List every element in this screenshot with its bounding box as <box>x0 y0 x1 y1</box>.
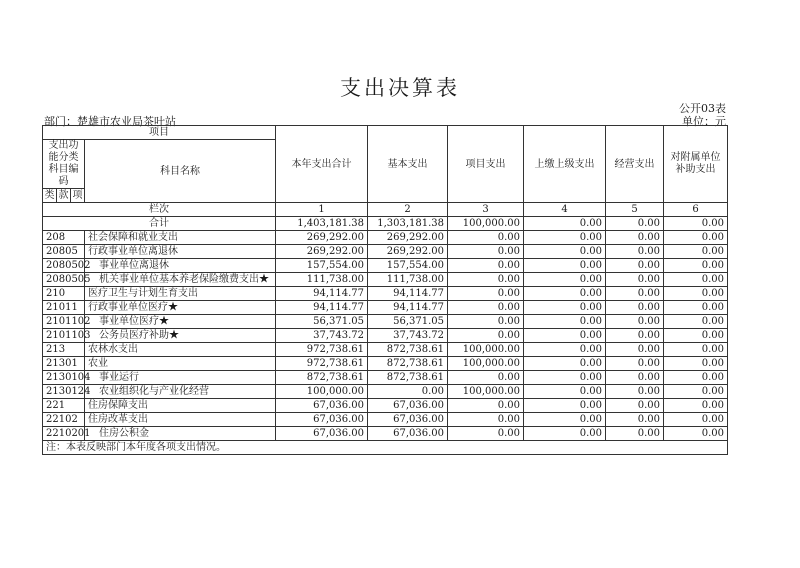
amount-cell: 0.00 <box>524 385 606 399</box>
amount-cell: 67,036.00 <box>276 413 368 427</box>
amount-cell: 0.00 <box>664 315 728 329</box>
amount-cell: 0.00 <box>606 245 664 259</box>
lei-header: 类 <box>44 190 55 201</box>
amount-cell: 0.00 <box>606 329 664 343</box>
amount-cell: 100,000.00 <box>448 343 524 357</box>
col-header-6: 对附属单位补助支出 <box>664 126 728 203</box>
table-row <box>43 399 728 413</box>
total-value: 1,403,181.38 <box>276 217 368 231</box>
subject-name: 机关事业单位基本养老保险缴费支出★ <box>85 273 276 287</box>
amount-cell: 0.00 <box>664 245 728 259</box>
total-value: 0.00 <box>606 217 664 231</box>
subject-name: 行政事业单位医疗★ <box>85 301 276 315</box>
total-value: 0.00 <box>664 217 728 231</box>
amount-cell: 0.00 <box>524 273 606 287</box>
amount-cell: 0.00 <box>664 301 728 315</box>
amount-cell: 0.00 <box>664 259 728 273</box>
amount-cell: 0.00 <box>524 287 606 301</box>
subject-name: 事业单位离退休 <box>85 259 276 273</box>
unit-label: 单位：元 <box>682 115 726 128</box>
total-row <box>43 217 728 231</box>
subject-code: 2210201 <box>43 427 85 441</box>
amount-cell: 0.00 <box>448 315 524 329</box>
amount-cell: 0.00 <box>664 231 728 245</box>
amount-cell: 0.00 <box>448 231 524 245</box>
amount-cell: 0.00 <box>664 371 728 385</box>
amount-cell: 0.00 <box>524 357 606 371</box>
subject-name: 住房保障支出 <box>85 399 276 413</box>
subject-code: 20805 <box>43 245 85 259</box>
subject-code: 221 <box>43 399 85 413</box>
col-header-4: 上缴上级支出 <box>524 126 606 203</box>
amount-cell: 0.00 <box>664 357 728 371</box>
total-value: 100,000.00 <box>448 217 524 231</box>
subject-code: 213 <box>43 343 85 357</box>
amount-cell: 0.00 <box>606 315 664 329</box>
code-header: 支出功能分类科目编码 <box>43 140 85 189</box>
amount-cell: 0.00 <box>606 273 664 287</box>
name-header: 科目名称 <box>85 140 276 203</box>
col-header-1: 本年支出合计 <box>276 126 368 203</box>
amount-cell: 0.00 <box>448 371 524 385</box>
table-row <box>43 343 728 357</box>
amount-cell: 0.00 <box>524 371 606 385</box>
amount-cell: 56,371.05 <box>368 315 448 329</box>
col-number: 5 <box>606 203 664 217</box>
subject-code: 210 <box>43 287 85 301</box>
amount-cell: 0.00 <box>664 427 728 441</box>
subject-code: 2080505 <box>43 273 85 287</box>
amount-cell: 0.00 <box>606 399 664 413</box>
amount-cell: 0.00 <box>448 413 524 427</box>
header-row-1 <box>43 126 728 140</box>
col-header-3: 项目支出 <box>448 126 524 203</box>
xiang-header: 项 <box>72 190 83 201</box>
total-value: 0.00 <box>524 217 606 231</box>
subject-code: 2130124 <box>43 385 85 399</box>
amount-cell: 0.00 <box>524 329 606 343</box>
amount-cell: 872,738.61 <box>368 371 448 385</box>
amount-cell: 269,292.00 <box>276 245 368 259</box>
table-row <box>43 301 728 315</box>
amount-cell: 0.00 <box>448 245 524 259</box>
amount-cell: 0.00 <box>664 343 728 357</box>
amount-cell: 269,292.00 <box>368 231 448 245</box>
amount-cell: 0.00 <box>368 385 448 399</box>
amount-cell: 0.00 <box>606 357 664 371</box>
table-row <box>43 427 728 441</box>
table-note: 注：本表反映部门本年度各项支出情况。 <box>43 441 728 455</box>
amount-cell: 269,292.00 <box>368 245 448 259</box>
amount-cell: 0.00 <box>606 343 664 357</box>
amount-cell: 100,000.00 <box>448 385 524 399</box>
table-row <box>43 315 728 329</box>
amount-cell: 94,114.77 <box>368 301 448 315</box>
table-row <box>43 329 728 343</box>
amount-cell: 0.00 <box>606 413 664 427</box>
subject-name: 农业组织化与产业化经营 <box>85 385 276 399</box>
subject-code: 2130104 <box>43 371 85 385</box>
kuan-header: 款 <box>58 190 69 201</box>
amount-cell: 0.00 <box>448 287 524 301</box>
amount-cell: 0.00 <box>524 301 606 315</box>
amount-cell: 0.00 <box>524 399 606 413</box>
table-row <box>43 231 728 245</box>
amount-cell: 0.00 <box>606 301 664 315</box>
col-number: 2 <box>368 203 448 217</box>
amount-cell: 0.00 <box>448 259 524 273</box>
subject-name: 事业单位医疗★ <box>85 315 276 329</box>
amount-cell: 972,738.61 <box>276 343 368 357</box>
table-row <box>43 287 728 301</box>
amount-cell: 0.00 <box>448 399 524 413</box>
note-row <box>43 441 728 455</box>
amount-cell: 67,036.00 <box>368 399 448 413</box>
amount-cell: 0.00 <box>606 385 664 399</box>
amount-cell: 972,738.61 <box>276 357 368 371</box>
table-row <box>43 273 728 287</box>
subject-name: 农林水支出 <box>85 343 276 357</box>
subject-code: 2101102 <box>43 315 85 329</box>
amount-cell: 94,114.77 <box>276 287 368 301</box>
lanci-label: 栏次 <box>43 203 276 217</box>
table-row <box>43 385 728 399</box>
col-number: 6 <box>664 203 728 217</box>
subject-code: 21011 <box>43 301 85 315</box>
col-header-5: 经营支出 <box>606 126 664 203</box>
amount-cell: 100,000.00 <box>448 357 524 371</box>
page-title: 支出决算表 <box>340 76 460 100</box>
amount-cell: 67,036.00 <box>276 399 368 413</box>
amount-cell: 0.00 <box>448 329 524 343</box>
amount-cell: 37,743.72 <box>276 329 368 343</box>
subject-code: 208 <box>43 231 85 245</box>
amount-cell: 111,738.00 <box>368 273 448 287</box>
amount-cell: 0.00 <box>664 287 728 301</box>
amount-cell: 269,292.00 <box>276 231 368 245</box>
amount-cell: 67,036.00 <box>368 413 448 427</box>
amount-cell: 157,554.00 <box>276 259 368 273</box>
subject-code: 2101103 <box>43 329 85 343</box>
table-row <box>43 371 728 385</box>
amount-cell: 0.00 <box>524 259 606 273</box>
amount-cell: 67,036.00 <box>276 427 368 441</box>
subject-name: 住房公积金 <box>85 427 276 441</box>
amount-cell: 0.00 <box>606 287 664 301</box>
subject-code: 22102 <box>43 413 85 427</box>
amount-cell: 0.00 <box>524 343 606 357</box>
amount-cell: 0.00 <box>448 301 524 315</box>
subject-name: 事业运行 <box>85 371 276 385</box>
amount-cell: 111,738.00 <box>276 273 368 287</box>
total-label: 合计 <box>43 217 276 231</box>
amount-cell: 0.00 <box>606 259 664 273</box>
amount-cell: 872,738.61 <box>368 357 448 371</box>
amount-cell: 0.00 <box>606 231 664 245</box>
subject-name: 公务员医疗补助★ <box>85 329 276 343</box>
col-number: 3 <box>448 203 524 217</box>
lanci-row <box>43 203 728 217</box>
amount-cell: 100,000.00 <box>276 385 368 399</box>
amount-cell: 0.00 <box>664 399 728 413</box>
form-code: 公开03表 <box>679 102 726 115</box>
amount-cell: 872,738.61 <box>276 371 368 385</box>
amount-cell: 872,738.61 <box>368 343 448 357</box>
amount-cell: 0.00 <box>524 315 606 329</box>
amount-cell: 0.00 <box>664 413 728 427</box>
amount-cell: 0.00 <box>448 427 524 441</box>
col-number: 1 <box>276 203 368 217</box>
amount-cell: 37,743.72 <box>368 329 448 343</box>
amount-cell: 56,371.05 <box>276 315 368 329</box>
amount-cell: 67,036.00 <box>368 427 448 441</box>
amount-cell: 0.00 <box>664 329 728 343</box>
department-label: 部门：楚雄市农业局茶叶站 <box>44 115 176 128</box>
subject-name: 农业 <box>85 357 276 371</box>
amount-cell: 94,114.77 <box>276 301 368 315</box>
subject-code: 21301 <box>43 357 85 371</box>
amount-cell: 0.00 <box>606 427 664 441</box>
table-row <box>43 245 728 259</box>
subject-code: 2080502 <box>43 259 85 273</box>
table-row <box>43 357 728 371</box>
amount-cell: 0.00 <box>524 245 606 259</box>
amount-cell: 0.00 <box>664 385 728 399</box>
subject-name: 住房改革支出 <box>85 413 276 427</box>
amount-cell: 0.00 <box>448 273 524 287</box>
expenditure-table <box>42 125 728 455</box>
amount-cell: 0.00 <box>524 231 606 245</box>
amount-cell: 157,554.00 <box>368 259 448 273</box>
amount-cell: 0.00 <box>664 273 728 287</box>
col-number: 4 <box>524 203 606 217</box>
total-value: 1,303,181.38 <box>368 217 448 231</box>
subject-name: 行政事业单位离退休 <box>85 245 276 259</box>
amount-cell: 0.00 <box>524 427 606 441</box>
col-header-2: 基本支出 <box>368 126 448 203</box>
subject-name: 医疗卫生与计划生育支出 <box>85 287 276 301</box>
amount-cell: 94,114.77 <box>368 287 448 301</box>
table-row <box>43 259 728 273</box>
item-group-header: 项目 <box>43 126 276 140</box>
subject-name: 社会保障和就业支出 <box>85 231 276 245</box>
amount-cell: 0.00 <box>524 413 606 427</box>
table-row <box>43 413 728 427</box>
amount-cell: 0.00 <box>606 371 664 385</box>
